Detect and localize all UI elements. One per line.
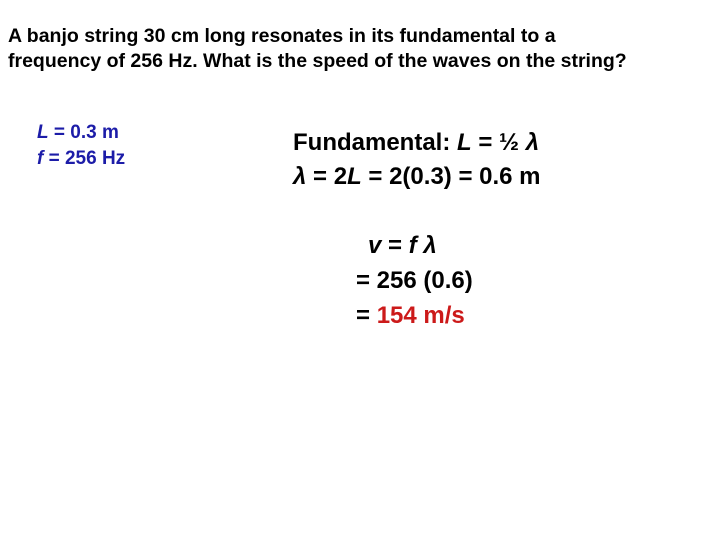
speed-variable: v <box>368 232 382 259</box>
speed-substitution: = 256 (0.6) <box>356 267 473 294</box>
speed-frequency-variable: f <box>408 232 417 259</box>
wavelength-two: = 2 <box>306 163 348 190</box>
frequency-variable: f <box>37 148 44 169</box>
given-values <box>37 120 125 172</box>
problem-line-1: A banjo string 30 cm long resonates in its fundamental to a <box>8 25 556 47</box>
frequency-value: = 256 Hz <box>43 148 126 169</box>
speed-formula <box>356 228 473 263</box>
wave-speed-calculation <box>356 228 473 333</box>
problem-statement <box>8 24 713 74</box>
wavelength-lambda: λ <box>293 163 307 190</box>
speed-answer-value: 154 m/s <box>376 302 465 329</box>
length-value: = 0.3 m <box>48 122 119 143</box>
fundamental-length-variable: L <box>457 129 472 156</box>
wavelength-result: = 2(0.3) = 0.6 m <box>361 163 541 190</box>
fundamental-relation <box>293 126 541 194</box>
speed-answer <box>356 298 473 333</box>
speed-lambda: λ <box>423 232 437 259</box>
given-frequency <box>37 146 125 172</box>
fundamental-lambda: λ <box>525 129 540 156</box>
speed-equals: = <box>381 232 409 259</box>
fundamental-equation <box>293 126 541 160</box>
wavelength-length-variable: L <box>347 163 362 190</box>
given-length <box>37 120 125 146</box>
speed-answer-equals: = <box>356 302 377 329</box>
wavelength-equation <box>293 160 541 194</box>
problem-line-2: frequency of 256 Hz. What is the speed of the waves on the string? <box>8 50 627 72</box>
length-variable: L <box>37 122 49 143</box>
fundamental-prefix: Fundamental: <box>293 129 458 156</box>
fundamental-half: = ½ <box>471 129 526 156</box>
